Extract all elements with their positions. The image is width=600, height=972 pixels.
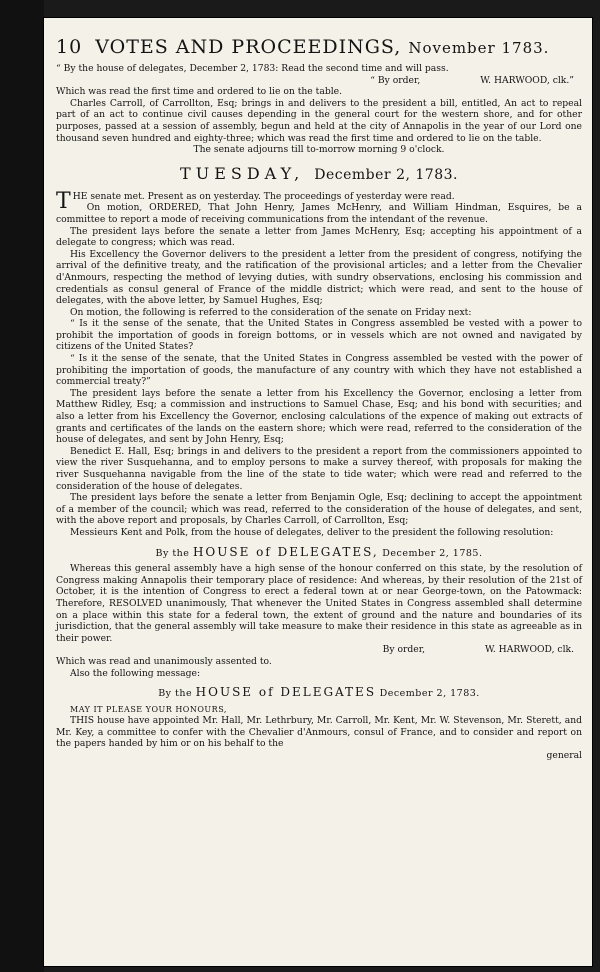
document-page: [44, 18, 592, 966]
resolution-clerk: W. HARWOOD, clk.: [485, 644, 574, 656]
header-title: VOTES AND PROCEEDINGS,: [95, 36, 402, 58]
after-resolution-1: Which was read and unanimously assented to.: [56, 655, 272, 667]
proceedings-paragraph: The president lays before the senate a letter from his Excellency the Governor, enclosing a letter from Matthew Ridley, Esq; a commission and instructions to Samuel Chase, Esq; and his bond with securities; and also a letter from his Excellency the Governor, enclosing calculations of the expence of making out extracts of grants and certificates of the lands on the eastern shore; which were read, referred to the consideration of the house of delegates, and sent by John Henry, Esq;: [56, 387, 582, 446]
message-salutation: MAY IT PLEASE YOUR HONOURS,: [70, 704, 227, 714]
scan-margin: [0, 0, 44, 972]
proceedings-paragraph: “ Is it the sense of the senate, that the United States in Congress assembled be vested with the power of prohibiting the importation of goods, the manufacture of any country with which they have not established a commercial treaty?”: [56, 353, 582, 388]
paragraph-text: HE senate met. Present as on yesterday. The proceedings of yesterday were read.: [72, 190, 455, 202]
adjourns-line: The senate adjourns till to-morrow morning 9 o'clock.: [193, 144, 445, 156]
house-heading-2-prefix: By the: [158, 688, 193, 700]
page-number: 10: [56, 36, 83, 58]
house-heading-1-house: HOUSE of DELEGATES,: [192, 544, 379, 559]
drop-cap: T: [56, 188, 71, 214]
house-heading-1-prefix: By the: [155, 547, 190, 559]
house-heading-2-date: December 2, 1783.: [379, 688, 480, 700]
top-by-order: “ By order,: [370, 74, 421, 86]
house-heading-1: [56, 544, 582, 560]
day-date: December 2, 1783.: [314, 166, 458, 183]
after-resolution-2: Also the following message:: [70, 667, 201, 679]
catchword: general: [546, 750, 582, 762]
running-header: [56, 36, 582, 59]
house-heading-1-date: December 2, 1785.: [382, 547, 483, 559]
top-line-2: Which was read the first time and ordered to lie on the table.: [56, 86, 343, 98]
proceedings-paragraphs: [56, 188, 582, 539]
house-heading-2: [56, 687, 582, 700]
proceedings-paragraph: “ Is it the sense of the senate, that the United States in Congress assembled be vested with a power to prohibit the importation of goods in foreign bottoms, or in vessels which are not owned and navigated by citizens of the United States?: [56, 318, 582, 353]
proceedings-paragraph: Benedict E. Hall, Esq; brings in and delivers to the president a report from the commissioners appointed to view the river Susquehanna, and to employ persons to make a survey thereof, with proposals for making the river Susquehanna navigable from the line of the state to tide water; which were read and referred to the consideration of the house of delegates.: [56, 445, 582, 492]
top-signature: [56, 75, 582, 87]
proceedings-paragraph: His Excellency the Governor delivers to the president a letter from the president of congress, notifying the arrival of the definitive treaty, and the ratification of the provisional articles; and a letter from the Chevalier d'Anmours, respecting the method of levying duties, with sundry observations, enclosing his commission and credentials as consul general of France of the middle district; which were read, and sent to the house of delegates, with the above letter, by Samuel Hughes, Esq;: [56, 248, 582, 307]
day-heading: [56, 164, 582, 185]
house-heading-2-house: HOUSE of DELEGATES: [195, 685, 377, 700]
proceedings-paragraph: Messieurs Kent and Polk, from the house of delegates, deliver to the president the following resolution:: [70, 526, 554, 538]
resolution-signature: [56, 644, 582, 656]
top-clerk: W. HARWOOD, clk.”: [480, 74, 574, 86]
proceedings-paragraph: The president lays before the senate a letter from James McHenry, Esq; accepting his appointment of a delegate to congress; which was read.: [56, 225, 582, 249]
resolution-by-order: By order,: [382, 644, 425, 656]
top-line-1: “ By the house of delegates, December 2, 1783: Read the second time and will pass.: [56, 63, 449, 74]
carroll-paragraph: Charles Carroll, of Carrollton, Esq; brings in and delivers to the president a bill, entitled, An act to repeal part of an act to continue civil causes depending in the general court for the western shore, and for other purposes, passed at a session of assembly, begun and held at the city of Annapolis in the year of our Lord one thousand seven hundred and eighty-three; which was read the first time and ordered to lie on the table.: [56, 97, 582, 144]
header-date: November 1783.: [408, 39, 550, 57]
proceedings-paragraph: The president lays before the senate a letter from Benjamin Ogle, Esq; declining to accept the appointment of a member of the council; which was read, referred to the consideration of the house of delegates, and sent, with the above report and proposals, by Charles Carroll, of Carrollton, Esq;: [56, 492, 582, 527]
proceedings-paragraph: On motion, the following is referred to the consideration of the senate on Friday next:: [70, 306, 472, 318]
resolution-text: Whereas this general assembly have a high sense of the honour conferred on this state, by the resolution of Congress making Annapolis their temporary place of residence: And whereas, by their resolution of the 21st of October, it is the intention of Congress to erect a federal town at or near George-town, on the Patowmack: Therefore, RESOLVED unanimously, That whenever the United States in Congress assembled shall determine on a place within this state for a federal town, the extent of ground and the nature and boundaries of its jurisdiction, that the general assembly will take measure to make their residence in this state as agreeable as in their power.: [56, 563, 582, 644]
day-name: TUESDAY,: [180, 163, 305, 183]
page-content: [56, 36, 582, 762]
message-text: THIS house have appointed Mr. Hall, Mr. Lethrbury, Mr. Carroll, Mr. Kent, Mr. W. Stevenson, Mr. Sterett, and Mr. Key, a committee to confer with the Chevalier d'Anmours, consul of France, and to consider and report on the papers handed by him or on his behalf to the: [56, 715, 582, 750]
proceedings-paragraph: On motion, ORDERED, That John Henry, James McHenry, and William Hindman, Esquires, be a committee to report a mode of receiving communications from the intendant of the revenue.: [56, 202, 582, 225]
